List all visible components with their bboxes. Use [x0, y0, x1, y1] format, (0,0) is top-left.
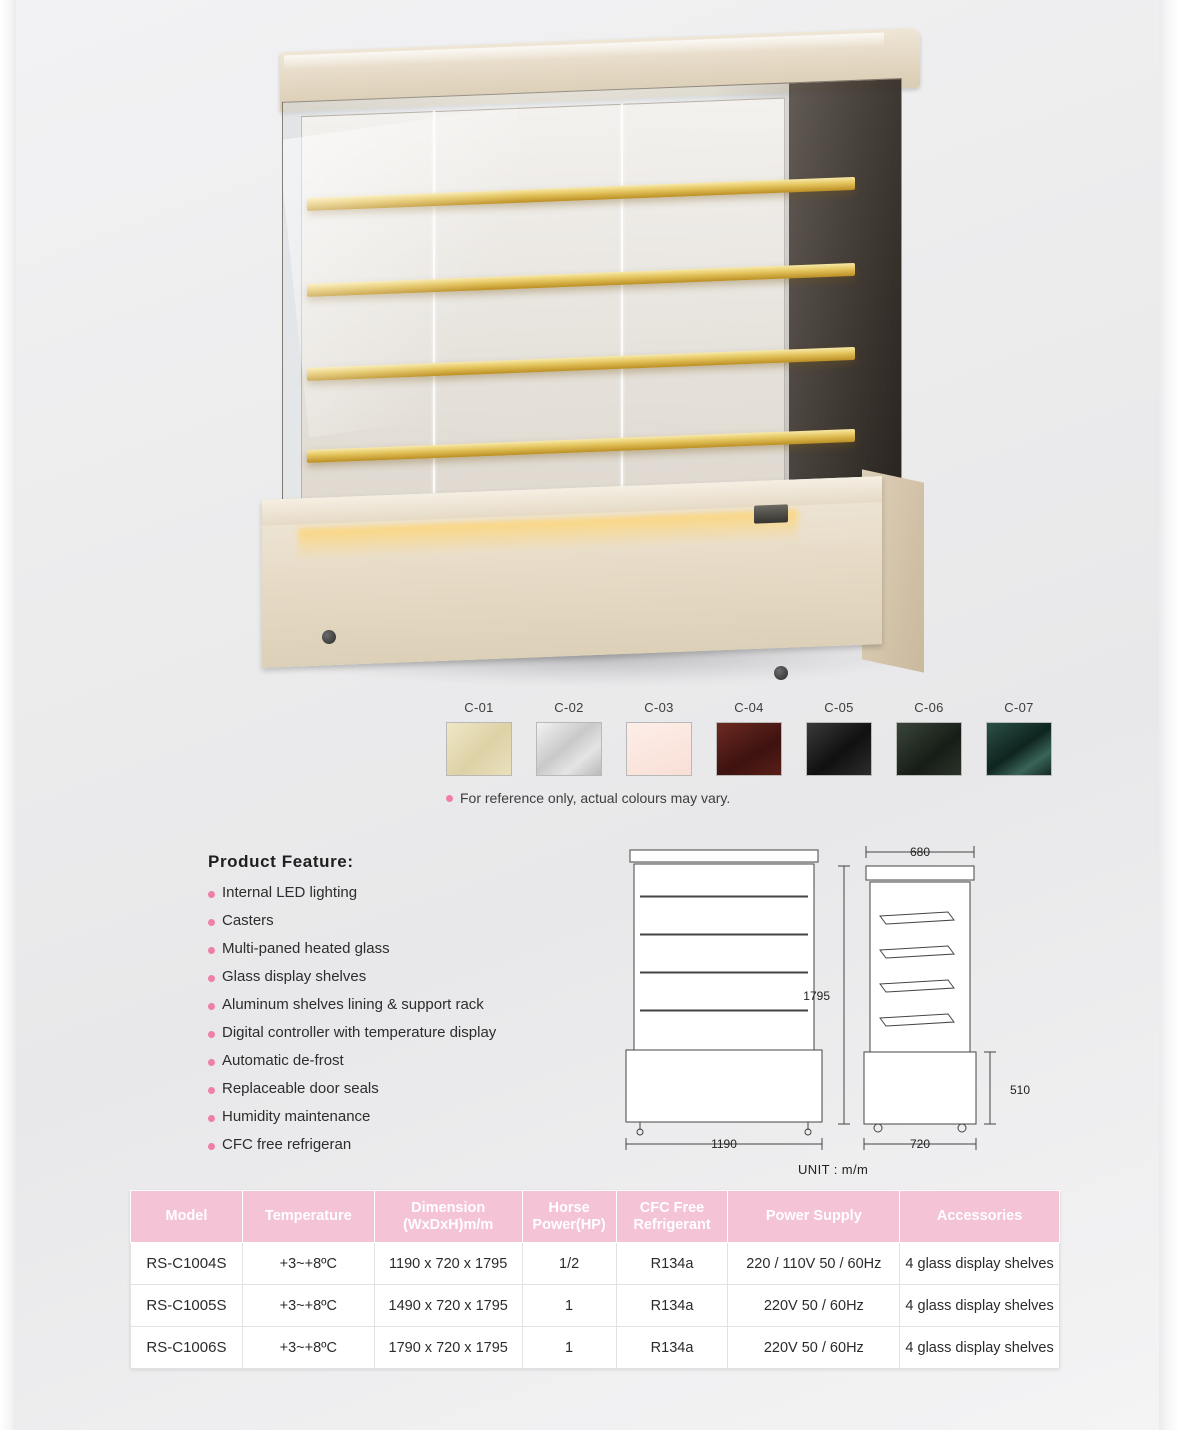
- feature-item: [208, 1108, 628, 1125]
- cell-power-supply: 220V 50 / 60Hz: [728, 1285, 900, 1327]
- cell-model: RS-C1005S: [131, 1285, 243, 1327]
- th-refrigerant: [616, 1191, 728, 1243]
- th-accessories: Accessories: [900, 1191, 1060, 1243]
- bullet-dot-icon: [208, 975, 215, 982]
- th-dimension-line1: Dimension: [411, 1200, 486, 1216]
- th-power-supply: Power Supply: [728, 1191, 900, 1243]
- th-temperature: Temperature: [242, 1191, 374, 1243]
- feature-label: Internal LED lighting: [222, 884, 358, 901]
- th-cfc-line2: Refrigerant: [633, 1216, 711, 1233]
- unit-label: UNIT : m/m: [798, 1162, 869, 1177]
- feature-item: [208, 1052, 628, 1069]
- feature-label: CFC free refrigeran: [222, 1136, 352, 1153]
- cell-dimension: 1190 x 720 x 1795: [374, 1243, 522, 1285]
- th-dimension-line2: (WxDxH)m/m: [403, 1216, 494, 1233]
- feature-label: Casters: [222, 912, 274, 929]
- swatch-chip: [626, 722, 692, 776]
- feature-item: [208, 912, 628, 929]
- dim-front-width: 1190: [711, 1137, 737, 1151]
- feature-label: Humidity maintenance: [222, 1108, 371, 1125]
- colour-swatch-c03: [626, 700, 692, 776]
- th-model: Model: [131, 1191, 243, 1243]
- technical-drawings: [618, 838, 1038, 1168]
- colour-swatch-c02: [536, 700, 602, 776]
- cell-horse-power: 1: [522, 1327, 616, 1369]
- product-photo: [262, 18, 922, 690]
- feature-label: Replaceable door seals: [222, 1080, 379, 1097]
- swatch-code: C-05: [824, 700, 854, 715]
- bullet-dot-icon: [208, 1003, 215, 1010]
- bullet-dot-icon: [208, 947, 215, 954]
- bullet-dot-icon: [208, 919, 215, 926]
- feature-label: Automatic de-frost: [222, 1052, 344, 1069]
- swatch-chip: [896, 722, 962, 776]
- feature-item: [208, 996, 628, 1013]
- glass-reflection: [282, 106, 548, 437]
- colour-swatch-c05: [806, 700, 872, 776]
- cell-temperature: +3~+8ºC: [242, 1285, 374, 1327]
- bullet-dot-icon: [208, 1059, 215, 1066]
- cabinet-glass-body: [282, 78, 902, 522]
- feature-label: Multi-paned heated glass: [222, 940, 390, 957]
- colour-swatch-row: [446, 700, 1086, 776]
- colour-swatch-c01: [446, 700, 512, 776]
- dim-side-top-width: 680: [909, 845, 931, 859]
- table-row: [131, 1243, 1060, 1285]
- cell-temperature: +3~+8ºC: [242, 1243, 374, 1285]
- colour-swatch-c06: [896, 700, 962, 776]
- feature-item: [208, 884, 628, 901]
- th-horse-line1: Horse: [548, 1200, 590, 1216]
- swatch-code: C-06: [914, 700, 944, 715]
- cell-model: RS-C1004S: [131, 1243, 243, 1285]
- cell-power-supply: 220 / 110V 50 / 60Hz: [728, 1243, 900, 1285]
- cell-refrigerant: R134a: [616, 1285, 728, 1327]
- spec-table-body: [131, 1243, 1060, 1369]
- feature-item: [208, 1136, 628, 1153]
- cell-temperature: +3~+8ºC: [242, 1327, 374, 1369]
- feature-item: [208, 940, 628, 957]
- feature-label: Digital controller with temperature display: [222, 1024, 497, 1041]
- swatch-chip: [536, 722, 602, 776]
- bullet-dot-icon: [208, 1087, 215, 1094]
- dim-total-height: 1795: [803, 989, 830, 1003]
- cell-accessories: 4 glass display shelves: [900, 1243, 1060, 1285]
- th-horse-line2: Power(HP): [532, 1216, 606, 1233]
- swatch-chip: [716, 722, 782, 776]
- cell-refrigerant: R134a: [616, 1243, 728, 1285]
- bullet-dot-icon: [446, 795, 453, 802]
- swatch-code: C-01: [464, 700, 494, 715]
- swatch-code: C-03: [644, 700, 674, 715]
- cell-power-supply: 220V 50 / 60Hz: [728, 1327, 900, 1369]
- feature-label: Glass display shelves: [222, 968, 367, 985]
- drawing-svg: [618, 838, 1038, 1168]
- cell-horse-power: 1: [522, 1285, 616, 1327]
- swatch-code: C-04: [734, 700, 764, 715]
- caster-front-right: [774, 666, 788, 680]
- bullet-dot-icon: [208, 891, 215, 898]
- table-row: [131, 1327, 1060, 1369]
- cabinet-base: [262, 476, 882, 668]
- swatch-chip: [806, 722, 872, 776]
- table-row: [131, 1285, 1060, 1327]
- bullet-dot-icon: [208, 1143, 215, 1150]
- spec-table-head: [131, 1191, 1060, 1243]
- dim-base-height: 510: [1010, 1083, 1031, 1097]
- feature-item: [208, 1080, 628, 1097]
- features-title: Product Feature:: [208, 852, 354, 871]
- cell-model: RS-C1006S: [131, 1327, 243, 1369]
- th-horse-power: [522, 1191, 616, 1243]
- colour-swatch-section: [446, 700, 1086, 815]
- feature-label: Aluminum shelves lining & support rack: [222, 996, 484, 1013]
- dim-side-bottom-width: 720: [909, 1137, 931, 1151]
- feature-item: [208, 968, 628, 985]
- swatch-chip: [446, 722, 512, 776]
- feature-item: [208, 1024, 628, 1041]
- cell-accessories: 4 glass display shelves: [900, 1285, 1060, 1327]
- swatch-code: C-07: [1004, 700, 1034, 715]
- th-cfc-line1: CFC Free: [639, 1200, 705, 1216]
- glass-divider-2: [621, 104, 623, 492]
- spec-table: [130, 1190, 1060, 1369]
- swatch-chip: [986, 722, 1052, 776]
- caster-front-left: [322, 630, 336, 644]
- brand-logo-plate: [754, 504, 788, 523]
- cell-dimension: 1790 x 720 x 1795: [374, 1327, 522, 1369]
- colour-swatch-c07: [986, 700, 1052, 776]
- cell-dimension: 1490 x 720 x 1795: [374, 1285, 522, 1327]
- colour-swatch-c04: [716, 700, 782, 776]
- th-dimension: [374, 1191, 522, 1243]
- bullet-dot-icon: [208, 1115, 215, 1122]
- cell-accessories: 4 glass display shelves: [900, 1327, 1060, 1369]
- cell-refrigerant: R134a: [616, 1327, 728, 1369]
- swatch-disclaimer: [446, 790, 1086, 806]
- product-features: [208, 852, 628, 1164]
- bullet-dot-icon: [208, 1031, 215, 1038]
- cell-horse-power: 1/2: [522, 1243, 616, 1285]
- spec-table-header-row: [131, 1191, 1060, 1243]
- swatch-code: C-02: [554, 700, 584, 715]
- swatch-disclaimer-text: For reference only, actual colours may vary.: [460, 790, 731, 806]
